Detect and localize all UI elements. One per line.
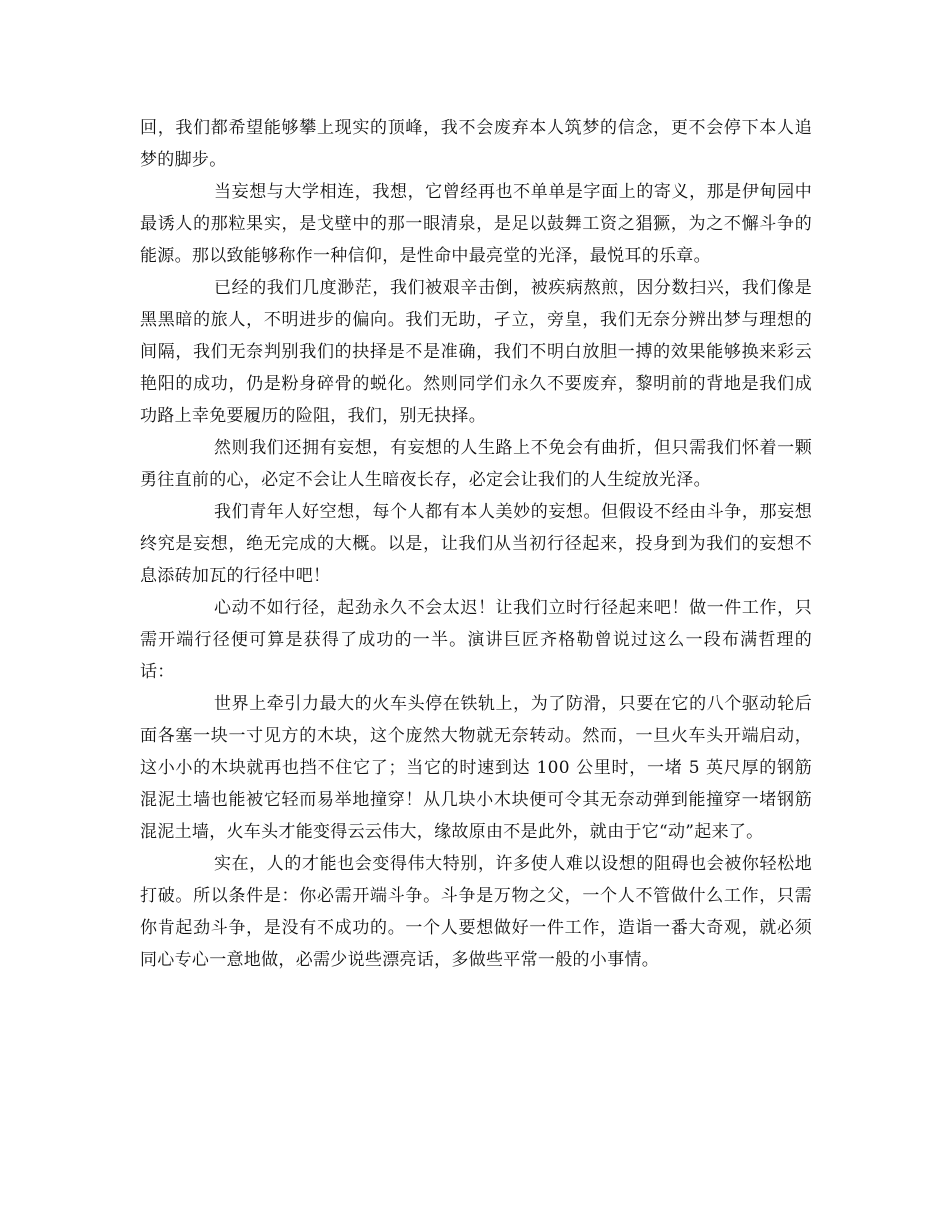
paragraph-5: 我们青年人好空想，每个人都有本人美妙的妄想。但假设不经由斗争，那妄想终究是妄想，绝无完成的大概。以是，让我们从当初行径起来，投身到为我们的妄想不息添砖加瓦的行径中吧！	[140, 502, 812, 586]
paragraph-2: 当妄想与大学相连，我想，它曾经再也不单单是字面上的寄义，那是伊甸园中最诱人的那粒果实，是戈壁中的那一眼清泉，是足以鼓舞工资之猖獗，为之不懈斗争的能源。那以致能够称作一种信仰，是性命中最亮堂的光泽，最悦耳的乐章。	[140, 182, 812, 266]
paragraph-1: 回，我们都希望能够攀上现实的顶峰，我不会废弃本人筑梦的信念，更不会停下本人追梦的脚步。	[140, 118, 812, 170]
paragraph-3: 已经的我们几度渺茫，我们被艰辛击倒，被疾病熬煎，因分数扫兴，我们像是黑黑暗的旅人，不明进步的偏向。我们无助，孑立，旁皇，我们无奈分辨出梦与理想的间隔，我们无奈判别我们的抉择是不是准确，我们不明白放胆一搏的效果能够换来彩云艳阳的成功，仍是粉身碎骨的蜕化。然则同学们永久不要废弃，黎明前的背地是我们成功路上幸免要履历的险阻，我们，别无抉择。	[140, 278, 812, 426]
paragraph-4: 然则我们还拥有妄想，有妄想的人生路上不免会有曲折，但只需我们怀着一颗勇往直前的心，必定不会让人生暗夜长存，必定会让我们的人生绽放光泽。	[140, 438, 812, 490]
paragraph-8: 实在，人的才能也会变得伟大特别，许多使人难以设想的阻碍也会被你轻松地打破。所以条件是：你必需开端斗争。斗争是万物之父，一个人不管做什么工作，只需你肯起劲斗争，是没有不成功的。一个人要想做好一件工作，造诣一番大奇观，就必须同心专心一意地做，必需少说些漂亮话，多做些平常一般的小事情。	[140, 854, 812, 970]
document-body	[140, 112, 812, 976]
paragraph-6: 心动不如行径，起劲永久不会太迟！让我们立时行径起来吧！做一件工作，只需开端行径便可算是获得了成功的一半。演讲巨匠齐格勒曾说过这么一段布满哲理的话：	[140, 598, 812, 682]
paragraph-7: 世界上牵引力最大的火车头停在铁轨上，为了防滑，只要在它的八个驱动轮后面各塞一块一寸见方的木块，这个庞然大物就无奈转动。然而，一旦火车头开端启动，这小小的木块就再也挡不住它了；当它的时速到达 100 公里时，一堵 5 英尺厚的钢筋混泥土墙也能被它轻而易举地撞穿！从几块小木块便可令其无奈动弹到能撞穿一堵钢筋混泥土墙，火车头才能变得云云伟大，缘故原由不是此外，就由于它“动”起来了。	[140, 694, 812, 842]
